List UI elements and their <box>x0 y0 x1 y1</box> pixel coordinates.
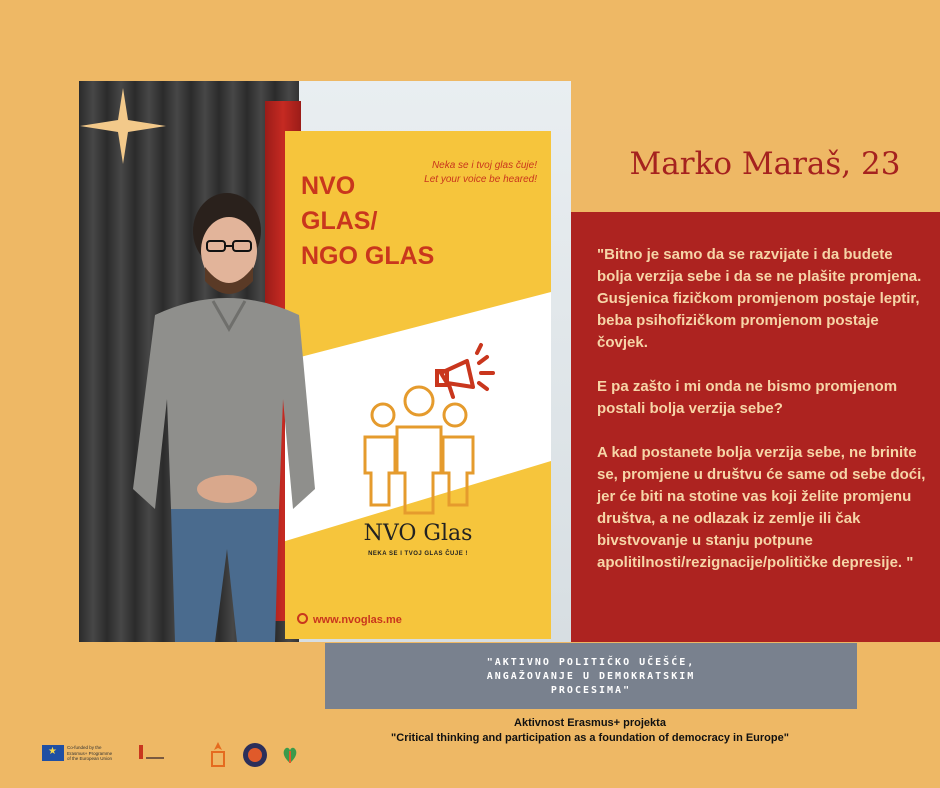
eu-cofunded-text: Co-funded by the Erasmus+ Programme of the European Union <box>67 745 113 761</box>
quote-text <box>597 244 927 596</box>
people-group-icon <box>357 379 481 519</box>
partner-logo-2 <box>208 740 228 768</box>
quote-panel <box>571 212 940 642</box>
quote-paragraph: "Bitno je samo da se razvijate i da budete bolja verzija sebe i da se ne plašite promjena. Gusjenica fizičkom promjenom postaje leptir, beba psihofizičkom promjenom postaje čovjek. <box>597 246 922 351</box>
quote-paragraph: E pa zašto i mi onda ne bismo promjenom postali bolja verzija sebe? <box>597 378 898 417</box>
sparkle-star-icon <box>78 86 168 166</box>
banner-website: www.nvoglas.me <box>313 614 402 626</box>
partner-logo-4 <box>281 745 299 765</box>
project-line-2: "Critical thinking and participation as a foundation of democracy in Europe" <box>391 732 789 744</box>
eu-flag-icon <box>42 745 64 761</box>
activity-title: "AKTIVNO POLITIČKO UČEŠĆE, ANGAŽOVANJE U DEMOKRATSKIM PROCESIMA" <box>486 657 696 696</box>
banner-brand: NVO GLAS/ NGO GLAS <box>301 172 435 270</box>
banner-slogan: Neka se i tvoj glas čuje! Let your voice be heared! <box>424 160 537 185</box>
quote-paragraph: A kad postanete bolja verzija sebe, ne brinite se, promjene u društvu će same od sebe doći, jer će biti na stotine vas koji želite promjenu društva, a ne odlazak iz zemlje ili čak bivstvovanje u stanju potpune apolitilnosti/rezignacije/političke depresije. " <box>597 444 926 571</box>
partner-logo-1 <box>138 743 166 763</box>
person-name: Marko Maraš, 23 <box>629 146 901 182</box>
partner-logo-3 <box>241 741 269 769</box>
project-line-1: Aktivnost Erasmus+ projekta <box>514 717 666 729</box>
project-caption <box>350 716 830 746</box>
person-figure <box>115 189 325 642</box>
banner-logo-name: NVO Glas <box>363 521 473 546</box>
banner-logo-tagline: NEKA SE I TVOJ GLAS ČUJE ! <box>368 551 468 557</box>
activity-title-box <box>325 643 857 709</box>
